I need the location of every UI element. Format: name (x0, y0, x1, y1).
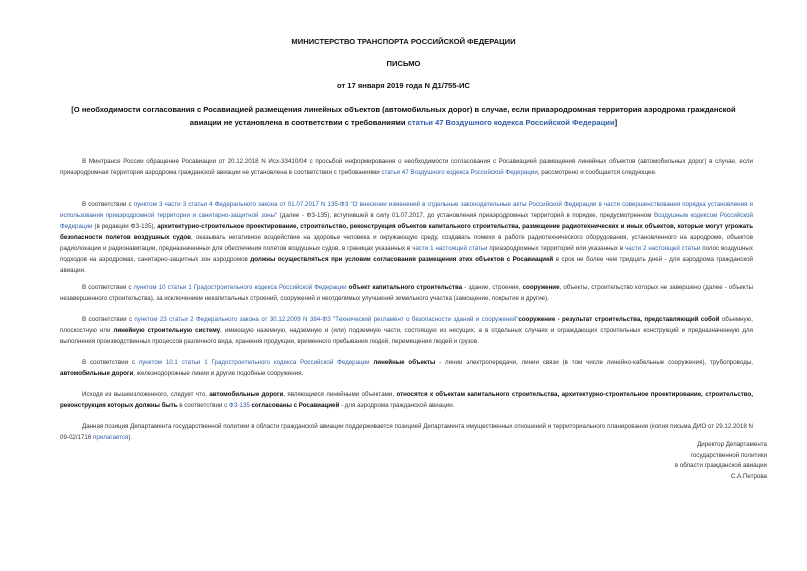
p6-link-fz135[interactable]: ФЗ-135 (228, 402, 250, 409)
p5-text: - линии электропередачи, линии связи (в том числе линейно-кабельные сооружения), трубопроводы, (435, 359, 753, 366)
signature-field: в области гражданской авиации (674, 462, 767, 469)
p7-link-attached[interactable]: прилагается (93, 434, 129, 441)
p6-text: в соответствии с (177, 402, 229, 409)
p6-bold: относятся к объектам капитального строительства, архитектурно-строительное проектирование, строительство, реконструкция которых должны быть (60, 391, 753, 409)
document-date-number: от 17 января 2019 года N Д1/755-ИС (337, 81, 470, 90)
signature-dept: государственной политики (690, 451, 767, 459)
p5-text: В соответствии с (82, 359, 139, 366)
paragraph-6 (60, 389, 753, 411)
paragraph-4 (60, 314, 753, 347)
p7-text: Данная позиция Департамента государственной политики в области гражданской авиации поддерживается позицией Департамента имущественных отношений и территориального планирования (копия письма ДИО от 29.12.2018 N 09-02/1716 (60, 423, 753, 441)
p2-bold: архитектурно-строительное проектирование, строительство, реконструкция объектов капитального строительства, размещение радиотехнических и иных объектов, которые могут угрожать безопасности полетов воздушных судов (60, 223, 754, 241)
title-link-article-47[interactable]: статьи 47 Воздушного кодекса Российской Федерации (407, 118, 615, 127)
p1-text-end: , рассмотрено и сообщается следующее. (537, 169, 657, 176)
p2-link-part-2[interactable]: части 2 настоящей статьи (625, 245, 701, 252)
p3-text: , объекты, строительство которых не завершено (далее - объекты незавершенного строительства), за исключением некапитальных строений, сооружений и неотделимых улучшений земельного участка (замощение, покрытие и другие). (60, 284, 753, 302)
p6-bold: согласованы с Росавиацией (249, 402, 340, 409)
p5-bold: автомобильные дороги (60, 370, 134, 377)
paragraph-1 (60, 156, 753, 178)
p2-link-part-1[interactable]: части 1 настоящей статьи (412, 245, 488, 252)
document-type: ПИСЬМО (386, 59, 421, 68)
p5-text: , железнодорожные линии и другие подобные сооружения. (133, 370, 304, 377)
p6-text: - для аэродрома гражданской авиации. (339, 402, 455, 409)
p4-text: В соответствии с (82, 316, 135, 323)
p1-text: В Минтрансе России обращение Росавиации от 20.12.2018 N Исх-33410/04 с просьбой информирования о необходимости согласования с Росавиацией размещения линейных объектов (автомобильных дорог) в случае, если приаэродромная территория аэродрома гражданской авиации не установлена в соответствии с требованиями (60, 158, 753, 176)
p2-text: в срок не более чем тридцать дней - для аэродрома гражданской авиации. (60, 256, 753, 274)
title-text: [О необходимости согласования с Росавиацией размещения линейных объектов (автомобильных дорог) в случае, если приаэродромная территория аэродрома гражданской авиации не установлена в соответствии с требованиями (71, 105, 736, 127)
p2-text: приаэродромных территорий или указанных в (487, 245, 626, 252)
p1-link-article-47[interactable]: статьи 47 Воздушного кодекса Российской Федерации (381, 169, 538, 176)
paragraph-5 (60, 357, 753, 379)
p2-text: , оказывать негативное воздействие на здоровье человека и окружающую среду, создавать помехи в работе радиотехнического оборудования, установленного на аэродроме, объектов радиолокации и радионавигации, предназначенных для обеспечения полетов воздушных судов, в границах указанных в (60, 234, 753, 252)
p2-text: В соответствии с (82, 201, 134, 208)
p6-text: , являющиеся линейными объектами, (283, 391, 397, 398)
p4-bold: сооружение - результат строительства, представляющий собой (518, 316, 720, 323)
p2-link-fz135[interactable]: пунктом 3 части 3 статьи 4 Федерального закона от 01.07.2017 N 135-ФЗ "О внесении изменений в отдельные законодательные акты Российской Федерации в части совершенствования порядка установления и использования приаэродромной территории и санитарно-защитной зоны" (60, 201, 753, 219)
p6-bold: автомобильные дороги (209, 391, 284, 398)
document-title (60, 103, 747, 129)
title-text-end: ] (614, 118, 618, 127)
p7-text: ). (128, 434, 133, 441)
p3-text: В соответствии с (82, 284, 134, 291)
p5-link-urban-code[interactable]: пунктом 10.1 статьи 1 Градостроительного кодекса Российской Федерации (138, 359, 370, 366)
p3-text: - здание, строение, (462, 284, 523, 291)
p4-text: объемную, плоскостную или (60, 316, 754, 334)
p3-bold: объект капитального строительства (346, 284, 463, 291)
p3-bold: сооружение (522, 284, 560, 291)
p4-link-fz384[interactable]: пунктом 23 статьи 2 Федерального закона от 30.12.2009 N 384-ФЗ "Технический регламент о безопасности зданий и сооружений" (134, 316, 519, 323)
p2-text: полос воздушных подходов на аэродромах, санитарно-защитных зон аэродромов (60, 245, 753, 263)
p3-link-urban-code[interactable]: пунктом 10 статьи 1 Градостроительного кодекса Российской Федерации (133, 284, 347, 291)
ministry-name: МИНИСТЕРСТВО ТРАНСПОРТА РОССИЙСКОЙ ФЕДЕРАЦИИ (291, 37, 516, 46)
p2-text: (в редакции ФЗ-135), (92, 223, 158, 230)
p4-text: , имеющую наземную, надземную и (или) подземную части, состоящую из несущих, а в отдельных случаях и ограждающих строительных конструкций и предназначенную для выполнения производственных процессов различного вида, хранения продукции, временного пребывания людей, перемещения людей и грузов. (60, 327, 753, 345)
paragraph-3 (60, 282, 753, 304)
p6-text: Исходя из вышеизложенного, следует что, (82, 391, 210, 398)
p2-link-air-code[interactable]: Воздушным кодексом Российской Федерации (60, 212, 753, 230)
p2-bold: должны осуществляться при условии согласования размещения этих объектов с Росавиацией (250, 256, 554, 263)
paragraph-2 (60, 199, 753, 276)
signature-block (567, 440, 767, 482)
p4-bold: линейную строительную систему (113, 327, 221, 334)
p5-bold: линейные объекты (369, 359, 436, 366)
signature-name: С.А.Петрова (730, 472, 767, 480)
p2-text: (далее - ФЗ-135), вступившей в силу 01.07.2017, до установления приаэродромных территорий в порядке, предусмотренном (277, 212, 655, 219)
signature-title: Директор Департамента (697, 441, 767, 448)
